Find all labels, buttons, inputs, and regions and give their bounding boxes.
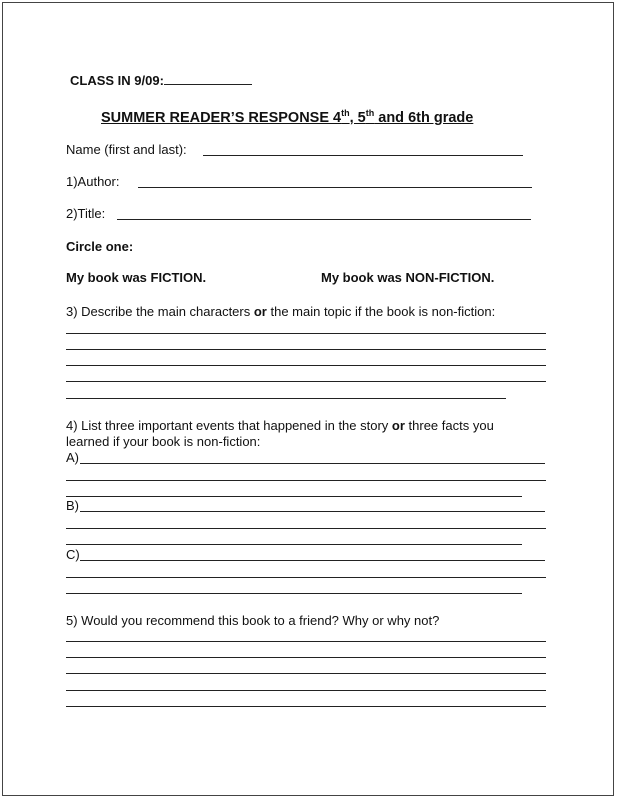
book-title-field[interactable] [117,219,531,220]
answer-b-line-1[interactable] [80,511,545,512]
answer-c-label: C) [66,547,80,562]
question-5: 5) Would you recommend this book to a friend? Why or why not? [66,613,440,628]
q3-line-3[interactable] [66,365,546,366]
answer-a-line-2[interactable] [66,480,546,481]
nonfiction-option[interactable]: My book was NON-FICTION. [321,270,495,285]
author-label: 1)Author: [66,174,120,189]
answer-a-label: A) [66,450,79,465]
answer-c-line-2[interactable] [66,577,546,578]
question-4-line-1: 4) List three important events that happened in the story or three facts you [66,418,494,433]
q3-line-5[interactable] [66,398,506,399]
question-4-line-2: learned if your book is non-fiction: [66,434,261,449]
answer-b-label: B) [66,498,79,513]
answer-a-line-1[interactable] [80,463,545,464]
q3-line-2[interactable] [66,349,546,350]
q5-line-1[interactable] [66,641,546,642]
q5-line-5[interactable] [66,706,546,707]
book-title-label: 2)Title: [66,206,106,221]
name-label: Name (first and last): [66,142,187,157]
q3-line-1[interactable] [66,333,546,334]
author-field[interactable] [138,187,532,188]
answer-c-line-1[interactable] [80,560,545,561]
answer-b-line-2[interactable] [66,528,546,529]
q3-line-4[interactable] [66,381,546,382]
answer-a-line-3[interactable] [66,496,522,497]
circle-one-heading: Circle one: [66,239,134,254]
q5-line-3[interactable] [66,673,546,674]
class-blank[interactable] [164,72,252,85]
question-3: 3) Describe the main characters or the main topic if the book is non-fiction: [66,304,496,319]
answer-b-line-3[interactable] [66,544,522,545]
q5-line-4[interactable] [66,690,546,691]
fiction-option[interactable]: My book was FICTION. [66,270,207,285]
class-label: CLASS IN 9/09: [70,72,252,88]
name-field[interactable] [203,155,523,156]
page-title: SUMMER READER’S RESPONSE 4th, 5th and 6th grade [101,108,474,126]
answer-c-line-3[interactable] [66,593,522,594]
q5-line-2[interactable] [66,657,546,658]
